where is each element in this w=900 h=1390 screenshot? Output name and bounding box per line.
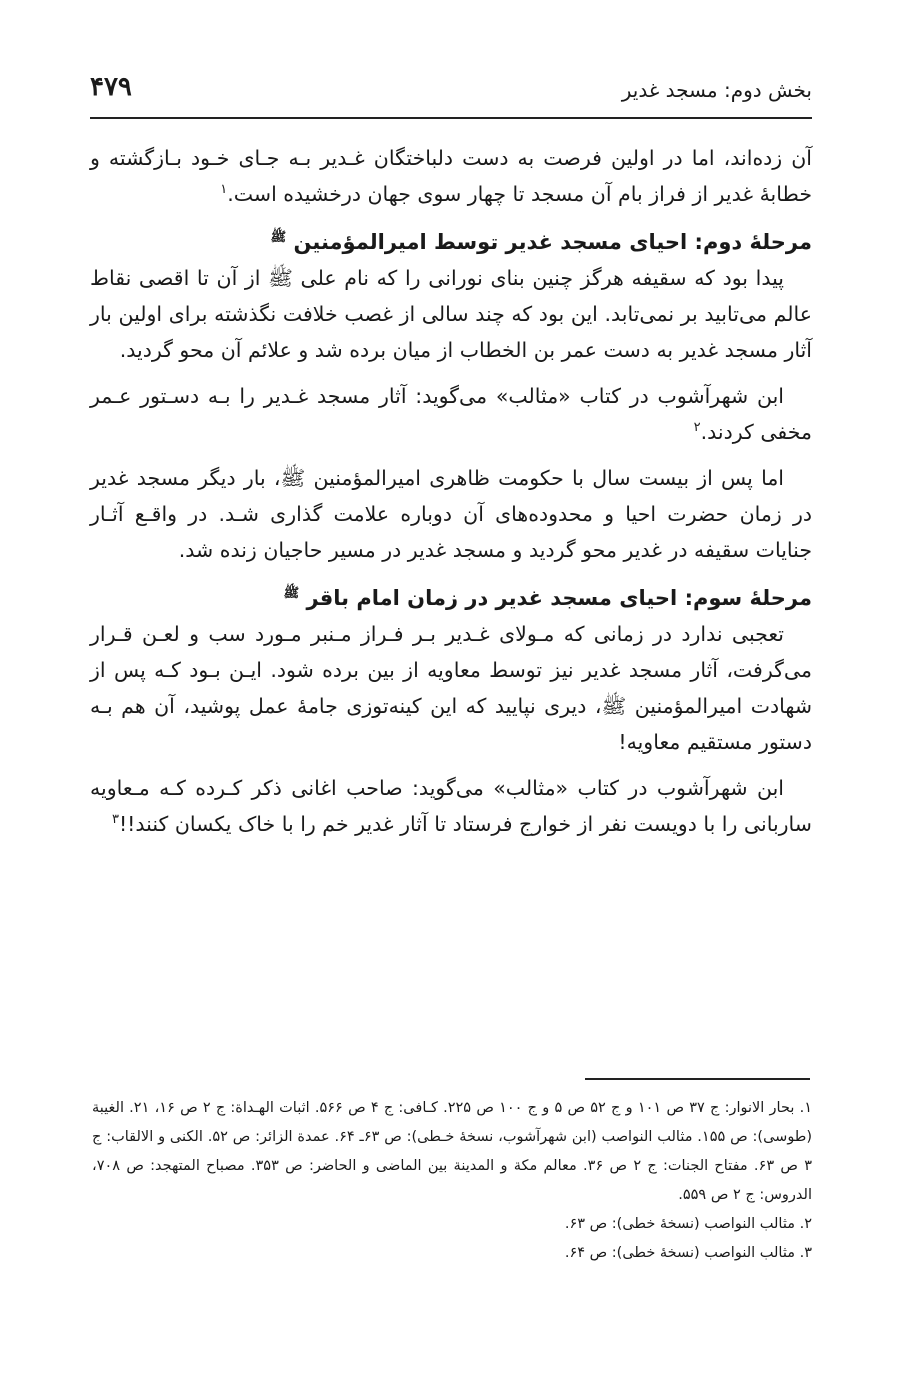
section-heading: مرحلهٔ دوم: احیای مسجد غدیر توسط امیرالمؤمنین $^ﷺ$ — [270, 230, 812, 254]
footnote-divider — [585, 1078, 810, 1080]
footnote: ۲. مثالب النواصب (نسخهٔ خطی): ص ۶۳. — [564, 1216, 812, 1232]
chapter-title: بخش دوم: مسجد غدیر — [621, 78, 812, 102]
footnote: ۱. بحار الانوار: ج ۳۷ ص ۱۰۱ و ج ۵۲ ص ۵ و ج ۱۰۰ ص ۲۲۵. کـافی: ج ۴ ص ۵۶۶. اثبات الهـداة: ج ۲ ص ۱۶، ۲۱. الغیبة (طوسی): ص ۱۵۵. مثالب النواصب (ابن شهرآشوب، نسخهٔ خـطی): ص ۶۳ـ ۶۴. عمدة الزائر: ص ۵۲. الکنی و الالقاب: ج ۳ ص ۶۳. مفتاح الجنات: ج ۲ ص ۳۶. معالم مکة و المدینة بین الماضی و الحاضر: ص ۳۵۳. مصباح المتهجد: ص ۷۰۸، الدروس: ج ۲ ص ۵۵۹. — [92, 1100, 813, 1203]
footnote-ref: ۲ — [693, 420, 701, 436]
honorific-mark: ﷺ — [270, 230, 287, 245]
paragraph: ابن شهرآشوب در کتاب «مثالب» می‌گوید: صاحب اغانی ذکر کـرده کـه مـعاویه ساربانی را با دویست نفر از خوارج فرستاد تا آثار غدیر خم را با خاک یکسان کنند!!$^۳$ — [90, 776, 812, 836]
footnotes — [92, 1094, 812, 1268]
paragraph: آن زده‌اند، اما در اولین فرصت به دست دلباختگان غـدیر بـه جـای خـود بـازگشته و خطابهٔ غدیر از فراز بام آن مسجد تا چهار سوی جهان درخشیده است.$^۱$ — [90, 146, 812, 206]
main-text — [90, 140, 812, 842]
running-header — [90, 72, 812, 112]
footnote-ref: ۳ — [111, 812, 119, 828]
paragraph: پیدا بود که سقیفه هرگز چنین بنای نورانی را که نام علی ﷺ از آن تا اقصی نقاط عالم می‌تابید بر نمی‌تابد. این بود که چند سالی از غصب خلافت نگذشته برای اولین بار آثار مسجد غدیر به دست عمر بن الخطاب از میان برده شد و علائم آن محو گردید. — [90, 266, 812, 362]
paragraph: ابن شهرآشوب در کتاب «مثالب» می‌گوید: آثار مسجد غـدیر را بـه دسـتور عـمر مخفی کردند.$^۲$ — [90, 384, 812, 444]
page-number: ۴۷۹ — [90, 72, 132, 102]
paragraph: تعجبی ندارد در زمانی که مـولای غـدیر بـر فـراز مـنبر مـورد سب و لعـن قـرار می‌گرفت، آثار مسجد غدیر نیز توسط معاویه از بین برده شود. ایـن بـود کـه پس از شهادت امیرالمؤمنین ﷺ، دیری نپایید که این کینه‌توزی جامهٔ عمل پوشید، آن هم بـه دستور مستقیم معاویه! — [90, 622, 812, 754]
footnote-ref: ۱ — [220, 182, 228, 198]
section-heading: مرحلهٔ سوم: احیای مسجد غدیر در زمان امام باقر $^ﷺ$ — [283, 586, 812, 610]
honorific-mark: ﷺ — [283, 586, 300, 601]
header-divider — [90, 117, 812, 119]
footnote: ۳. مثالب النواصب (نسخهٔ خطی): ص ۶۴. — [564, 1245, 812, 1261]
paragraph: اما پس از بیست سال با حکومت ظاهری امیرالمؤمنین ﷺ، بار دیگر مسجد غدیر در زمان حضرت احیا و محدوده‌های آن دوباره علامت گذاری شـد. در واقـع آثـار جنایات سقیفه در غدیر محو گردید و مسجد غدیر در مسیر حاجیان زنده شد. — [90, 466, 812, 562]
